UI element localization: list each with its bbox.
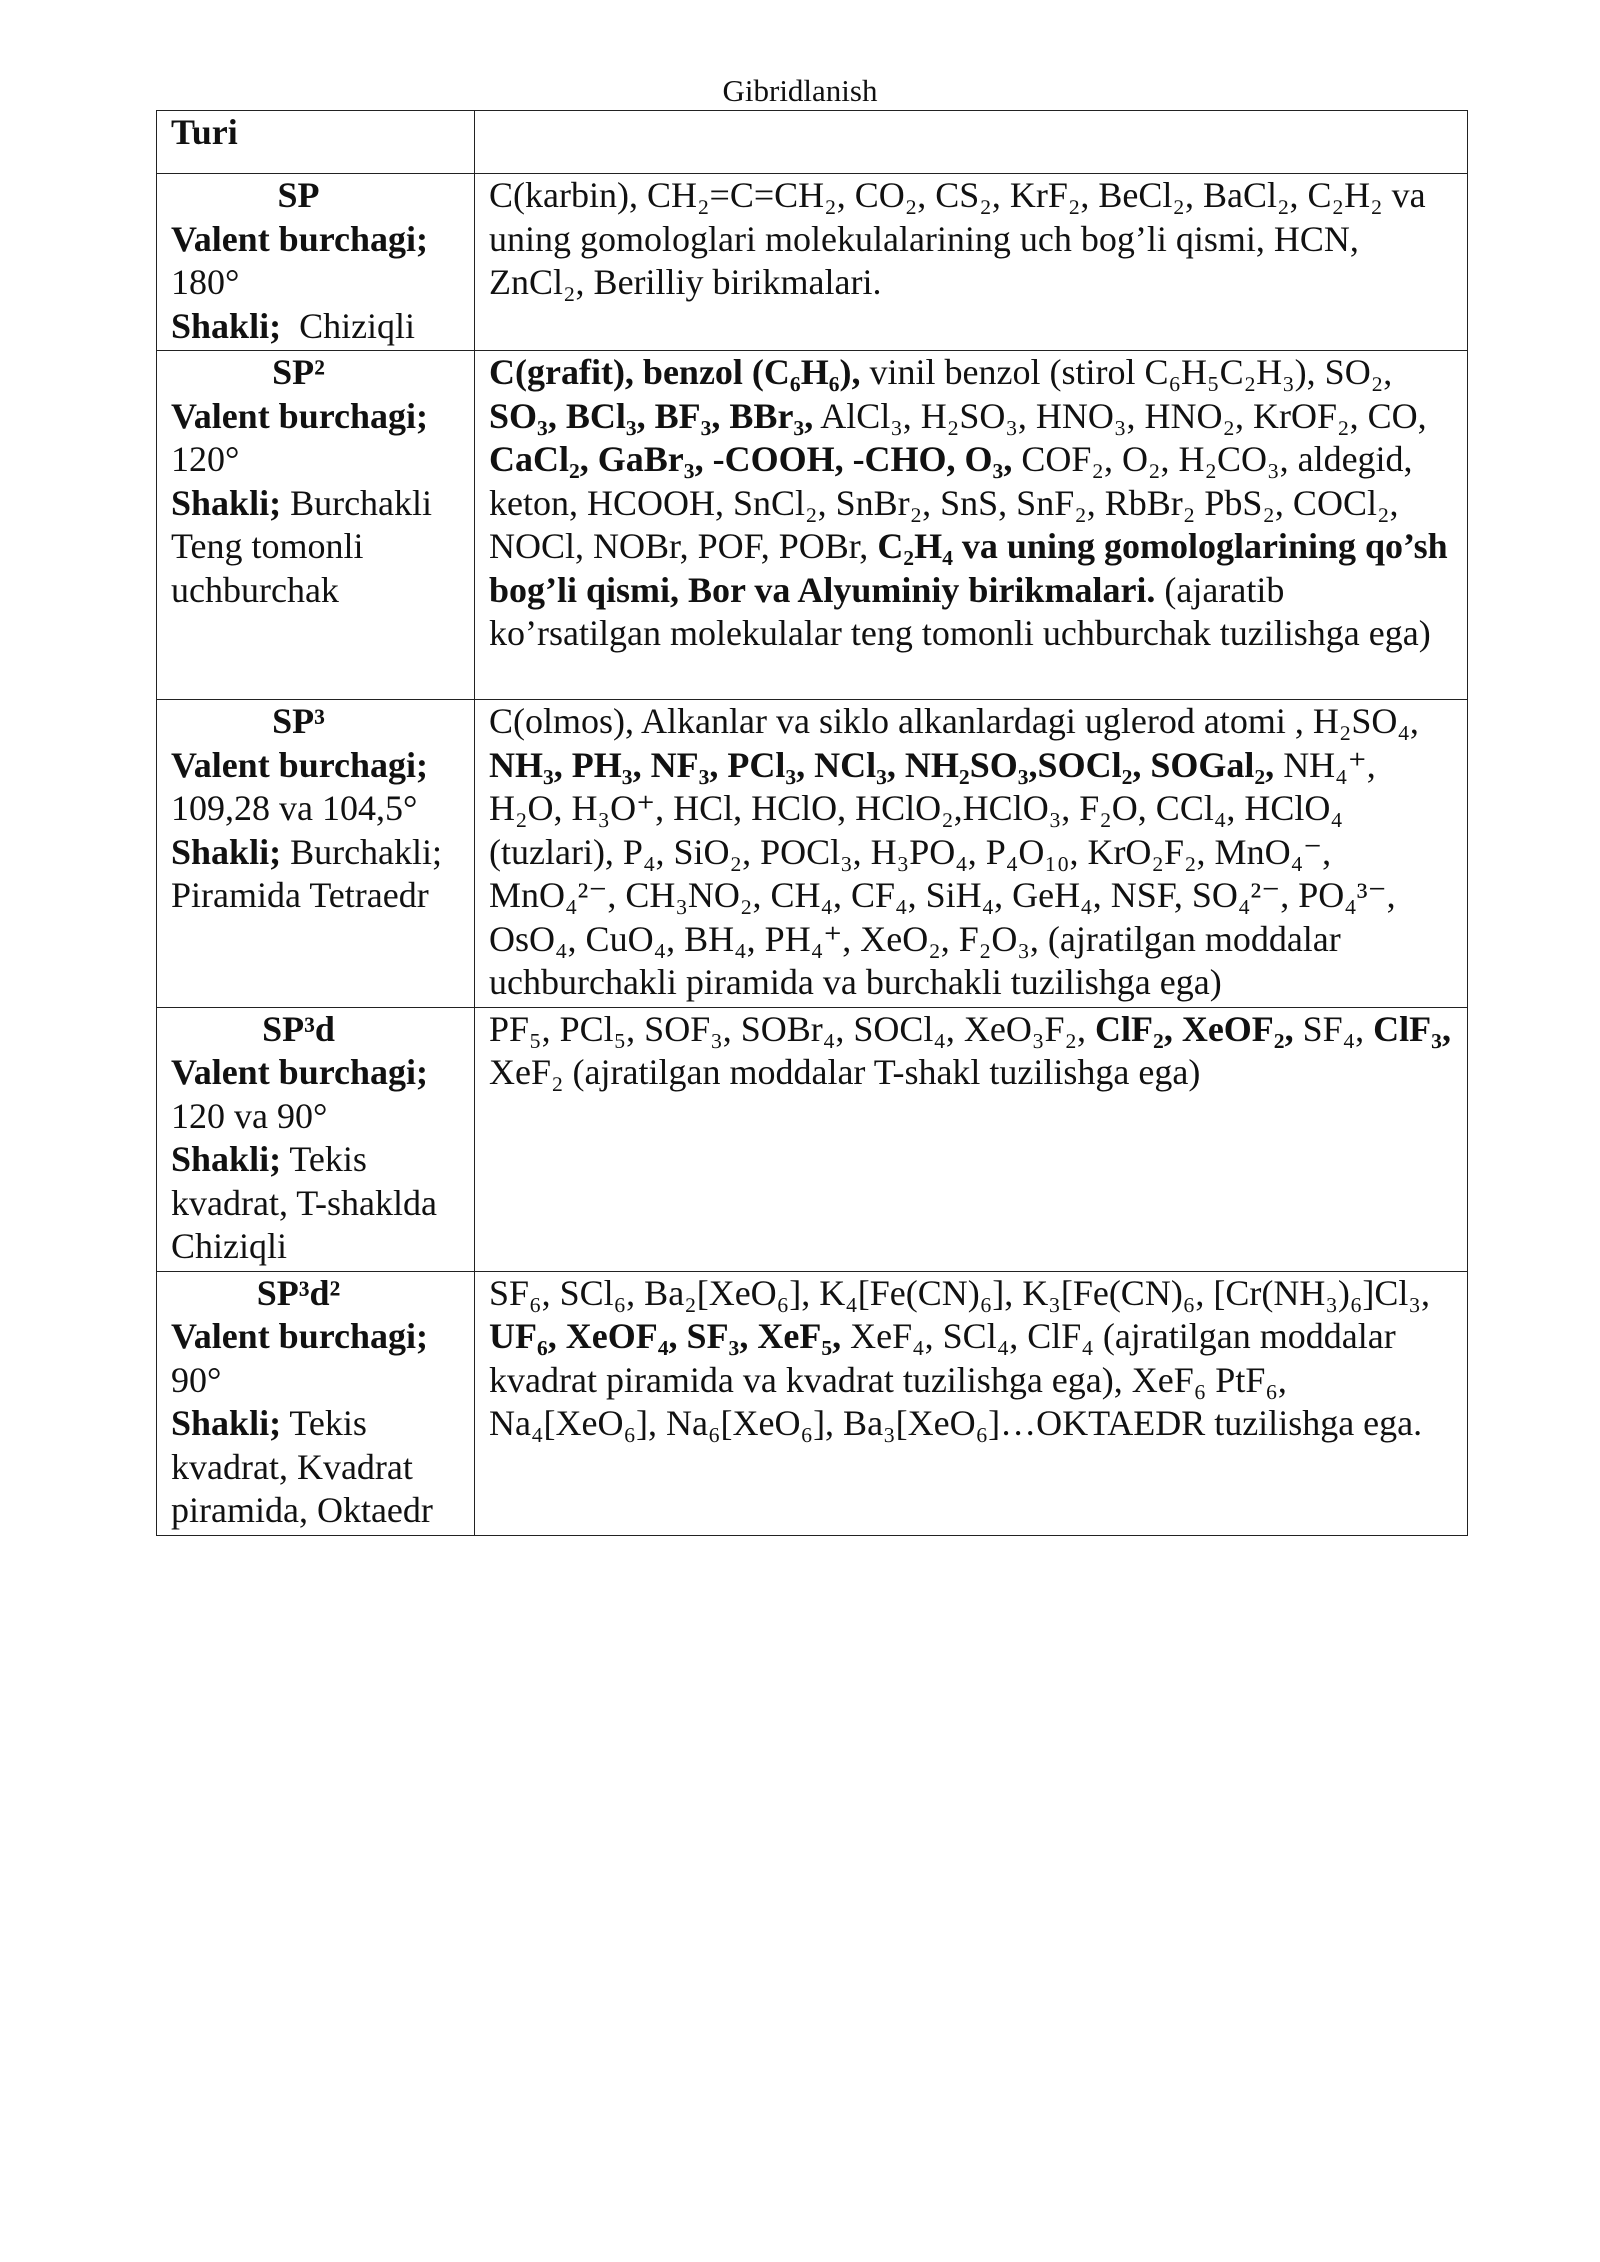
molecules-bold: C(grafit), benzol (C₆H₆), xyxy=(489,352,861,392)
molecules-cell xyxy=(475,1271,1468,1535)
molecules-bold: CaCl₂, GaBr₃, -COOH, -CHO, O₃, xyxy=(489,439,1013,479)
angle-value: 180° xyxy=(171,262,240,302)
table-row xyxy=(157,1271,1468,1535)
angle-value: 90° xyxy=(171,1359,222,1400)
table-row xyxy=(157,700,1468,1008)
shape-label: Shakli; xyxy=(171,1139,282,1179)
molecules-text: AlCl₃, H₂SO₃, HNO₃, HNO₂, KrOF₂, CO, xyxy=(820,395,1427,436)
molecules-cell xyxy=(475,700,1468,1008)
molecules-cell xyxy=(475,174,1468,351)
molecules-text: SF₆, SCl₆, Ba₂[XeO₆], K₄[Fe(CN)₆], K₃[Fe(CN)₆, [Cr(NH₃)₆]Cl₃, xyxy=(489,1272,1430,1313)
table-header-row xyxy=(157,111,1468,174)
molecules-bold: NH₃, PH₃, NF₃, PCl₃, NCl₃, NH₂SO₃,SOCl₂, SOGal₂, xyxy=(489,744,1275,785)
shape-label: Shakli; xyxy=(171,482,282,523)
molecules-bold: SO₃, BCl₃, BF₃, BBr₃, xyxy=(489,395,814,436)
angle-label: Valent burchagi; xyxy=(171,1052,429,1092)
angle-label: Valent burchagi; xyxy=(171,218,429,259)
type-cell xyxy=(157,700,475,1008)
shape-value: Tekis kvadrat, T-shaklda Chiziqli xyxy=(171,1139,437,1266)
molecules-text: PF₅, PCl₅, SOF₃, SOBr₄, SOCl₄, XeO₃F₂, xyxy=(489,1008,1087,1049)
molecules-text: C(karbin), CH₂=C=CH₂, CO₂, CS₂, KrF₂, BeCl₂, BaCl₂, C₂H₂ va uning gomologlari molekulalarining uch bog’li qismi, HCN, ZnCl₂, Berilliy birikmalari. xyxy=(489,175,1426,302)
type-name: SP³d xyxy=(262,1008,335,1049)
angle-label: Valent burchagi; xyxy=(171,744,429,785)
molecules-cell xyxy=(475,351,1468,700)
molecules-bold: C₂H₄ va uning gomologlarining qo’sh bog’li qismi, Bor va Alyuminiy birikmalari. xyxy=(489,526,1448,610)
type-name: SP³d² xyxy=(256,1272,341,1313)
molecules-text: vinil benzol (stirol C₆H₅C₂H₃), SO₂, xyxy=(869,352,1393,392)
molecules-text: NH₄⁺, H₂O, H₃O⁺, HCl, HClO, HClO₂,HClO₃, F₂O, CCl₄, HClO₄ (tuzlari), P₄, SiO₂, POCl₃, H₃PO₄, P₄O₁₀, KrO₂F₂, MnO₄⁻, MnO₄²⁻, CH₃NO₂, CH₄, CF₄, SiH₄, GeH₄, NSF, SO₄²⁻, PO₄³⁻, OsO₄, CuO₄, BH₄, PH₄⁺, XeO₂, F₂O₃, (ajratilgan moddalar uchburchakli piramida va burchakli tuzilishga ega) xyxy=(489,744,1396,1002)
angle-label: Valent burchagi; xyxy=(171,1316,429,1356)
type-cell xyxy=(157,1271,475,1535)
molecules-text: C(olmos), Alkanlar va siklo alkanlardagi uglerod atomi , H₂SO₄, xyxy=(489,701,1419,741)
angle-label: Valent burchagi; xyxy=(171,395,429,436)
header-turi: Turi xyxy=(157,111,475,174)
molecules-cell xyxy=(475,1007,1468,1271)
type-name: SP xyxy=(277,175,320,215)
molecules-text: XeF₄, SCl₄, ClF₄ (ajratilgan moddalar kvadrat piramida va kvadrat tuzilishga ega), XeF₆ PtF₆, Na₄[XeO₆], Na₆[XeO₆], Ba₃[XeO₆]…OKTAEDR tuzilishga ega. xyxy=(489,1316,1423,1443)
shape-label: Shakli; xyxy=(171,305,282,346)
header-empty xyxy=(475,111,1468,174)
molecules-text: SF₄, xyxy=(1302,1008,1365,1049)
table-row xyxy=(157,351,1468,700)
molecules-text: (ajaratib ko’rsatilgan molekulalar teng tomonli uchburchak tuzilishga ega) xyxy=(489,569,1431,653)
molecules-text: COF₂, O₂, H₂CO₃, aldegid, keton, HCOOH, SnCl₂, SnBr₂, SnS, SnF₂, RbBr₂ PbS₂, COCl₂, NOCl, NOBr, POF, POBr, xyxy=(489,439,1413,566)
table-row xyxy=(157,174,1468,351)
shape-value: Burchakli; Piramida Tetraedr xyxy=(171,831,443,915)
shape-label: Shakli; xyxy=(171,831,282,872)
type-name: SP³ xyxy=(272,701,325,741)
hybridization-table xyxy=(156,110,1468,1536)
table-row xyxy=(157,1007,1468,1271)
shape-value: Burchakli Teng tomonli uchburchak xyxy=(171,482,433,610)
shape-value: Tekis kvadrat, Kvadrat piramida, Oktaedr xyxy=(171,1403,433,1530)
type-cell xyxy=(157,174,475,351)
angle-value: 120 va 90° xyxy=(171,1095,328,1136)
molecules-bold: ClF₃, xyxy=(1373,1008,1451,1049)
type-cell xyxy=(157,1007,475,1271)
type-name: SP² xyxy=(272,352,325,392)
page-title: Gibridlanish xyxy=(722,73,878,108)
shape-label: Shakli; xyxy=(171,1403,282,1443)
molecules-bold: UF₆, XeOF₄, SF₃, XeF₅, xyxy=(489,1316,842,1356)
type-cell xyxy=(157,351,475,700)
angle-value: 120° xyxy=(171,439,240,479)
shape-value: Chiziqli xyxy=(299,305,416,346)
molecules-text: XeF₂ (ajratilgan moddalar T-shakl tuzilishga ega) xyxy=(489,1052,1201,1092)
angle-value: 109,28 va 104,5° xyxy=(171,788,418,828)
molecules-bold: ClF₂, XeOF₂, xyxy=(1095,1008,1294,1049)
